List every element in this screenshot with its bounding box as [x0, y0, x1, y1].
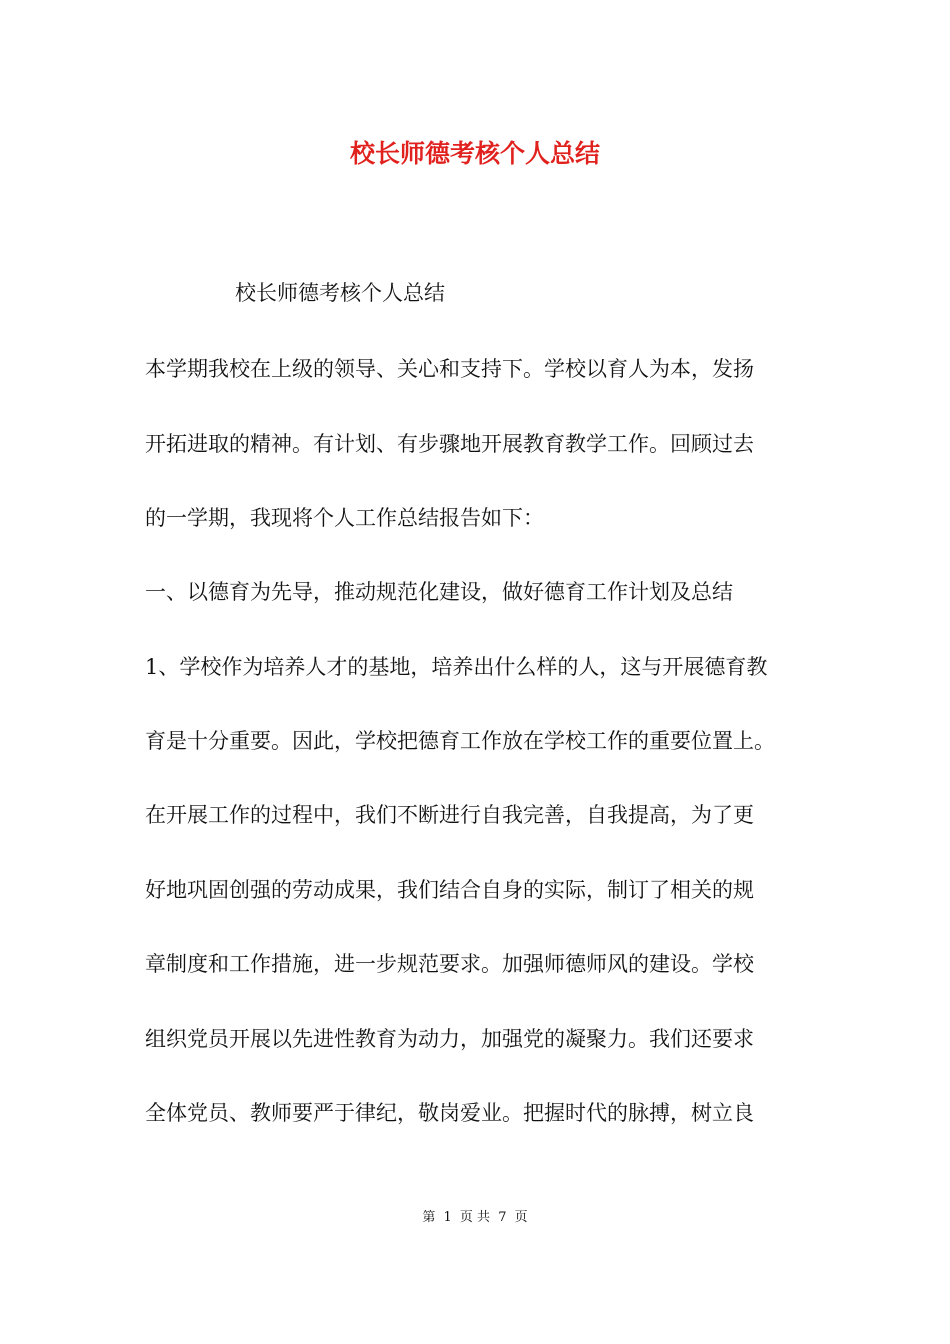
footer-mid: 页 共 [459, 1210, 491, 1225]
body-line-9: 章制度和工作措施，进一步规范要求。加强师德师风的建设。学校 [145, 952, 754, 976]
document-title: 校长师德考核个人总结 [349, 139, 600, 168]
footer-total-pages: 7 [498, 1210, 507, 1225]
footer-current-page: 1 [443, 1210, 452, 1225]
body-line-10: 组织党员开展以先进性教育为动力，加强党的凝聚力。我们还要求 [145, 1027, 754, 1051]
body-line-6: 育是十分重要。因此，学校把德育工作放在学校工作的重要位置上。 [145, 729, 775, 753]
page-footer [0, 1209, 950, 1227]
body-line-5: 1、学校作为培养人才的基地，培养出什么样的人，这与开展德育教 [145, 655, 768, 679]
body-line-7: 在开展工作的过程中，我们不断进行自我完善，自我提高，为了更 [145, 803, 754, 827]
document-subtitle: 校长师德考核个人总结 [235, 281, 445, 305]
footer-suffix: 页 [514, 1210, 528, 1225]
body-line-1: 本学期我校在上级的领导、关心和支持下。学校以育人为本，发扬 [145, 357, 754, 381]
body-line-2: 开拓进取的精神。有计划、有步骤地开展教育教学工作。回顾过去 [145, 432, 754, 456]
body-line-3: 的一学期，我现将个人工作总结报告如下： [145, 506, 544, 530]
body-line-8: 好地巩固创强的劳动成果，我们结合自身的实际，制订了相关的规 [145, 878, 754, 902]
body-line-11: 全体党员、教师要严于律纪，敬岗爱业。把握时代的脉搏，树立良 [145, 1101, 754, 1125]
section-heading: 一、以德育为先导，推动规范化建设，做好德育工作计划及总结 [145, 580, 733, 604]
footer-prefix: 第 [422, 1210, 436, 1225]
